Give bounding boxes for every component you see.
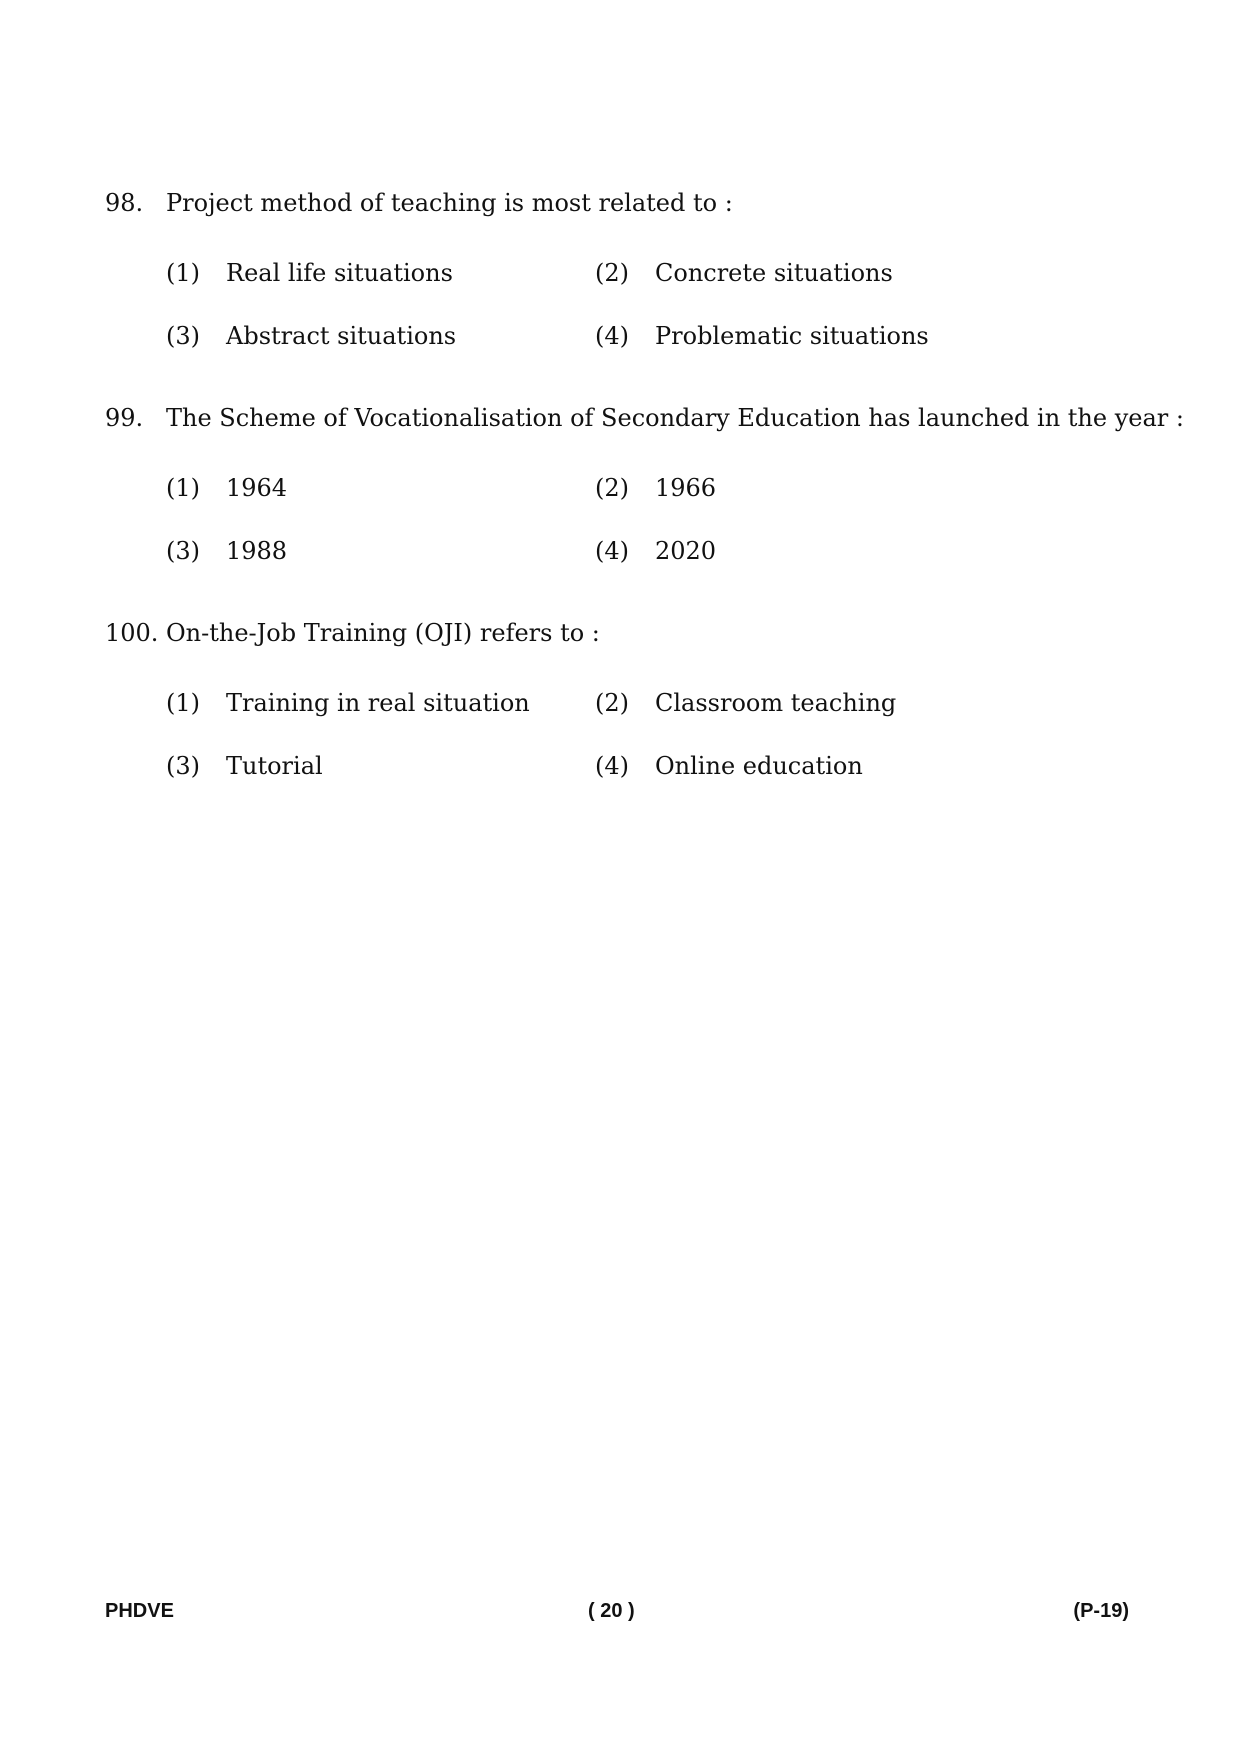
option-text: Training in real situation <box>226 689 530 717</box>
question-number: 99. <box>105 404 144 432</box>
option-text: Tutorial <box>226 752 323 780</box>
option-text: 2020 <box>655 537 717 565</box>
question-text: The Scheme of Vocationalisation of Secondary Education has launched in the year : <box>166 404 1184 432</box>
question-100 <box>105 613 1145 786</box>
footer-series-code: (P-19) <box>1073 1600 1129 1622</box>
question-99 <box>105 398 1184 571</box>
option-text: Concrete situations <box>655 259 893 287</box>
question-text: Project method of teaching is most related to : <box>166 189 733 217</box>
question-text: On-the-Job Training (OJI) refers to : <box>166 619 600 647</box>
options-row <box>105 531 1145 571</box>
option-number: (1) <box>166 689 200 717</box>
option-text: 1964 <box>226 474 288 502</box>
option-number: (4) <box>595 752 629 780</box>
options-row <box>105 253 1145 293</box>
question-stem <box>105 398 1184 438</box>
question-stem <box>105 183 1145 223</box>
option-number: (4) <box>595 537 629 565</box>
question-number: 98. <box>105 189 144 217</box>
option-number: (3) <box>166 537 200 565</box>
footer-page-number: ( 20 ) <box>588 1600 635 1622</box>
option-text: Online education <box>655 752 863 780</box>
option-number: (1) <box>166 259 200 287</box>
question-number: 100. <box>105 619 159 647</box>
options-row <box>105 683 1145 723</box>
option-text: 1988 <box>226 537 288 565</box>
option-text: Problematic situations <box>655 322 929 350</box>
options-row <box>105 746 1145 786</box>
option-text: Classroom teaching <box>655 689 897 717</box>
option-number: (3) <box>166 752 200 780</box>
question-98 <box>105 183 1145 356</box>
option-number: (2) <box>595 259 629 287</box>
options-row <box>105 316 1145 356</box>
option-number: (4) <box>595 322 629 350</box>
option-number: (3) <box>166 322 200 350</box>
footer-paper-code: PHDVE <box>105 1600 174 1622</box>
option-number: (2) <box>595 474 629 502</box>
question-stem <box>105 613 1145 653</box>
option-text: Real life situations <box>226 259 453 287</box>
option-text: Abstract situations <box>226 322 457 350</box>
option-number: (2) <box>595 689 629 717</box>
options-row <box>105 468 1145 508</box>
option-text: 1966 <box>655 474 717 502</box>
option-number: (1) <box>166 474 200 502</box>
